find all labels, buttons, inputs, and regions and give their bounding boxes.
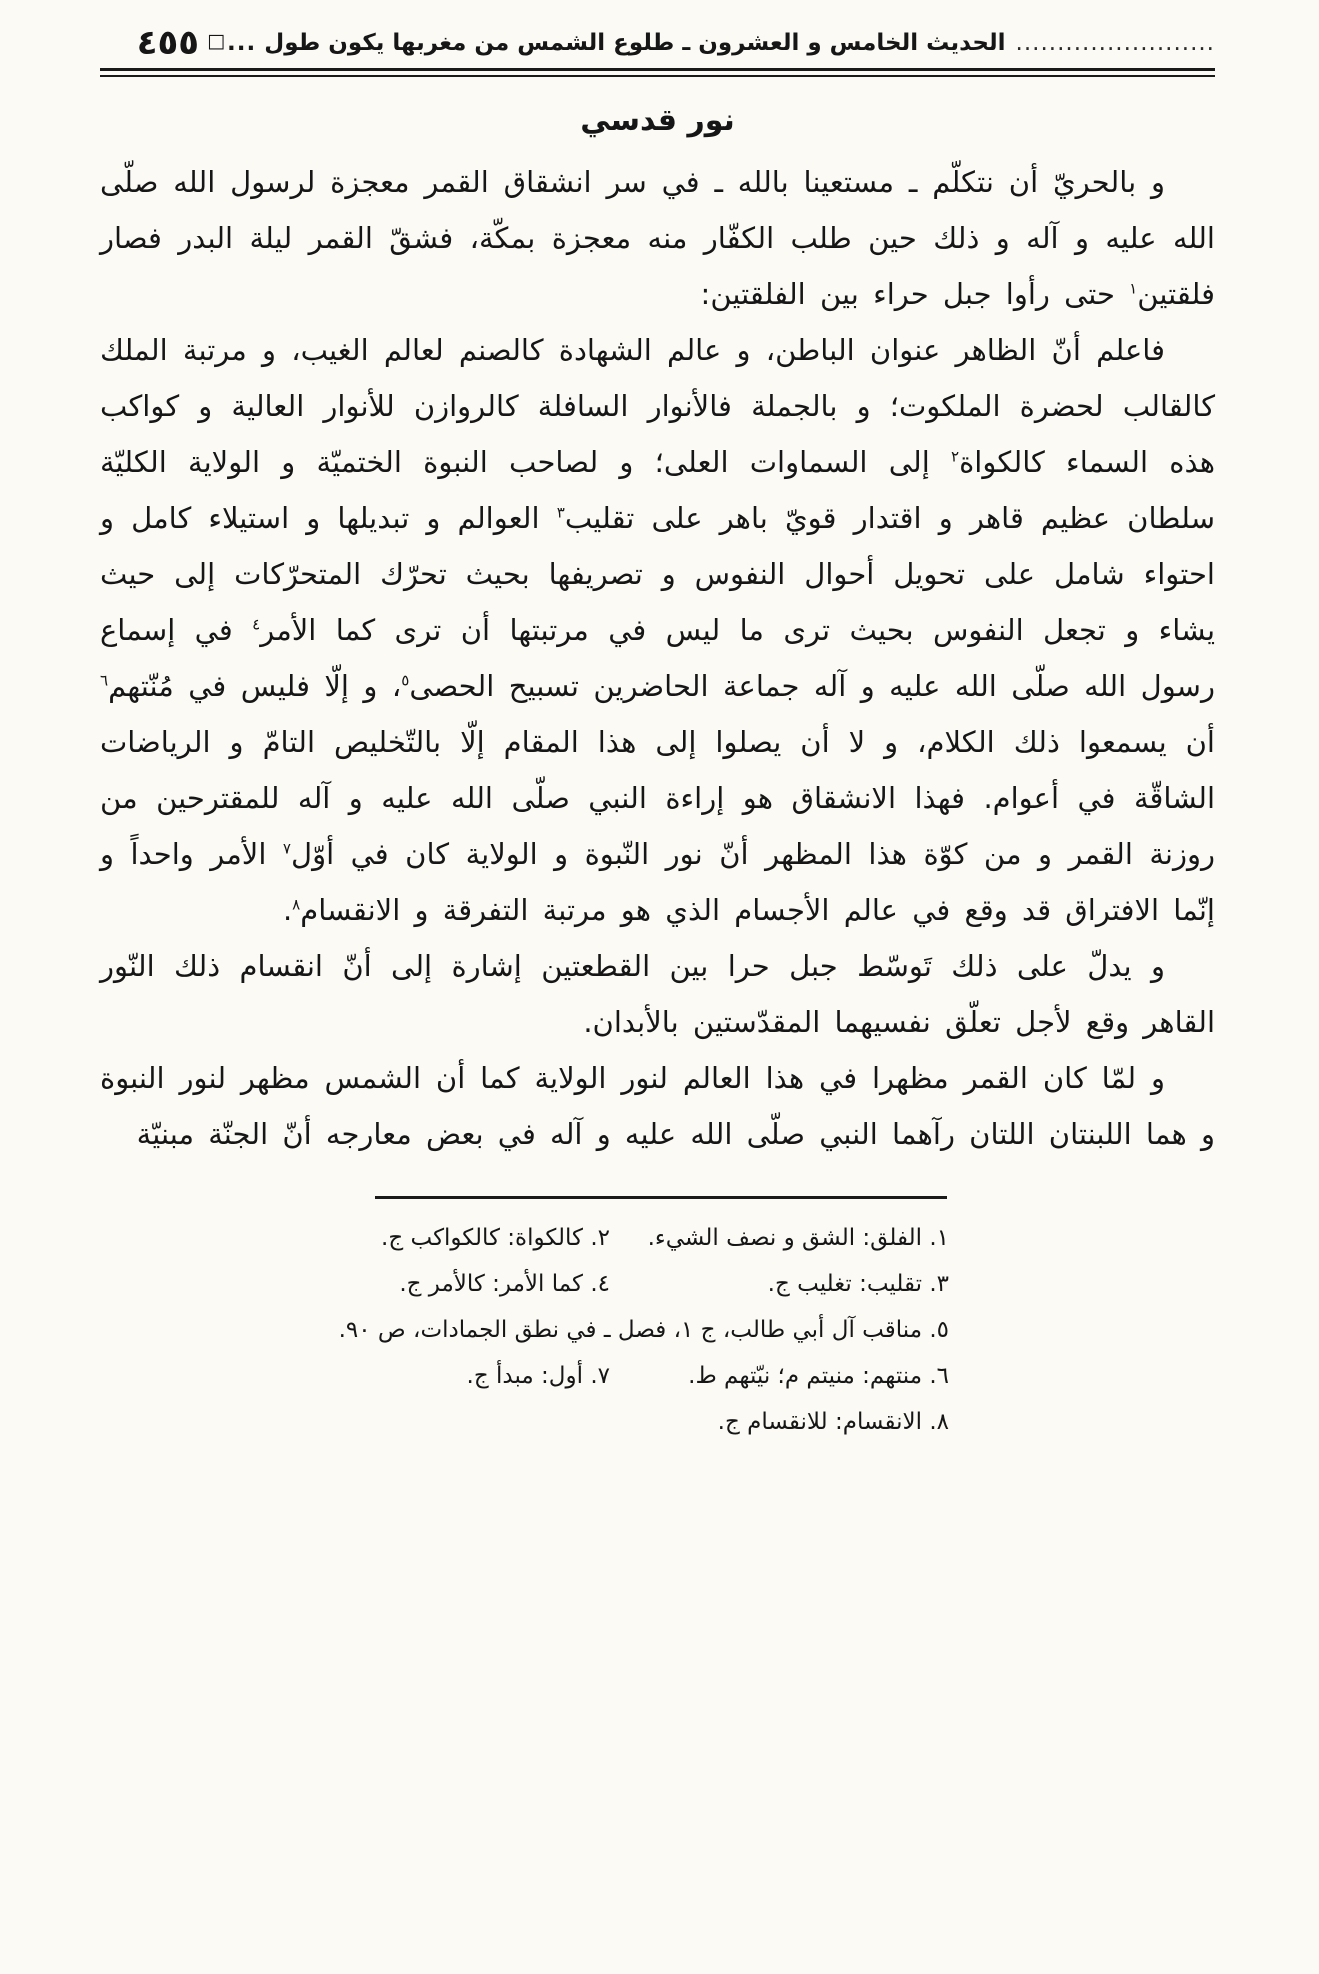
section-title: نور قدسي — [580, 103, 735, 138]
page-number: ٤٥٥ — [136, 26, 200, 60]
footnote-6: ٦. منتهم: منيتم م؛ نيّتهم ط. — [688, 1363, 949, 1389]
paragraph-3: و يدلّ على ذلك تَوسّط جبل حرا بين القطعتين إشارة إلى أنّ انقسام ذلك النّور القاهر وقع لأجل تعلّق نفسيهما المقدّستين بالأبدان. — [100, 949, 1215, 1039]
footnote-7: ٧. أول: مبدأ ج. — [466, 1363, 610, 1389]
paragraph-1: و بالحريّ أن نتكلّم ـ مستعينا بالله ـ في سر انشقاق القمر معجزة لرسول الله صلّى الله عليه و آله و ذلك حين طلب الكفّار منه معجزة بمكّة، فشقّ القمر ليلة البدر فصار فلقتين$^١$ حتى رأوا جبل حراء بين الفلقتين: — [100, 165, 1215, 311]
footnote-5: ٥. مناقب آل أبي طالب، ج ١، فصل ـ في نطق الجمادات، ص ٩٠. — [338, 1317, 949, 1343]
footnote-2: ٢. كالكواة: كالكواكب ج. — [381, 1225, 610, 1251]
running-header-title: الحديث الخامس و العشرون ـ طلوع الشمس من مغربها يكون طول — [264, 30, 1006, 56]
running-header — [100, 26, 1215, 60]
paragraph-4: و لمّا كان القمر مظهرا في هذا العالم لنور الولاية كما أن الشمس مظهر لنور النبوة و هما اللبنتان اللتان رآهما النبي صلّى الله عليه و آله في بعض معارجه أنّ الجنّة مبنيّة — [100, 1061, 1215, 1151]
paragraph-2: فاعلم أنّ الظاهر عنوان الباطن، و عالم الشهادة كالصنم لعالم الغيب، و مرتبة الملك كالقالب لحضرة الملكوت؛ و بالجملة فالأنوار السافلة كالروازن للأنوار العالية و كواكب هذه السماء كالكواة$^٢$ إلى السماوات العلى؛ و لصاحب النبوة الختميّة و الولاية الكليّة سلطان عظيم قاهر و اقتدار قويّ باهر على تقليب$^٣$ العوالم و تبديلها و استيلاء كامل و احتواء شامل على تحويل أحوال النفوس و تصريفها بحيث تحرّك المتحرّكات إلى حيث يشاء و تجعل النفوس بحيث ترى ما ليس في مرتبتها أن ترى كما الأمر$^٤$ في إسماع رسول الله صلّى الله عليه و آله جماعة الحاضرين تسبيح الحصى$^٥$، و إلّا فليس في مُنّتهم$^٦$ أن يسمعوا ذلك الكلام، و لا أن يصلوا إلى هذا المقام إلّا بالتّخليص التامّ و الرياضات الشاقّة في أعوام. فهذا الانشقاق هو إراءة النبي صلّى الله عليه و آله للمقترحين من روزنة القمر و من كوّة هذا المظهر أنّ نور النّبوة و الولاية كان في أوّل$^٧$ الأمر واحداً و إنّما الافتراق قد وقع في عالم الأجسام الذي هو مرتبة التفرقة و الانقسام$^٨$. — [100, 333, 1216, 927]
footnotes — [299, 1215, 949, 1445]
footnote-4: ٤. كما الأمر: كالأمر ج. — [399, 1271, 610, 1297]
footnote-separator-rule — [375, 1196, 947, 1199]
footnote-1: ١. الفلق: الشق و نصف الشيء. — [647, 1225, 949, 1251]
footnote-8: ٨. الانقسام: للانقسام ج. — [717, 1409, 949, 1435]
header-double-rule — [100, 68, 1215, 77]
square-marker-icon: □ — [207, 30, 226, 52]
header-leader-dots: ........................ — [1015, 30, 1215, 56]
header-dots: ... — [227, 30, 257, 56]
footnote-3: ٣. تقليب: تغليب ج. — [767, 1271, 949, 1297]
body-text — [100, 154, 1215, 1162]
